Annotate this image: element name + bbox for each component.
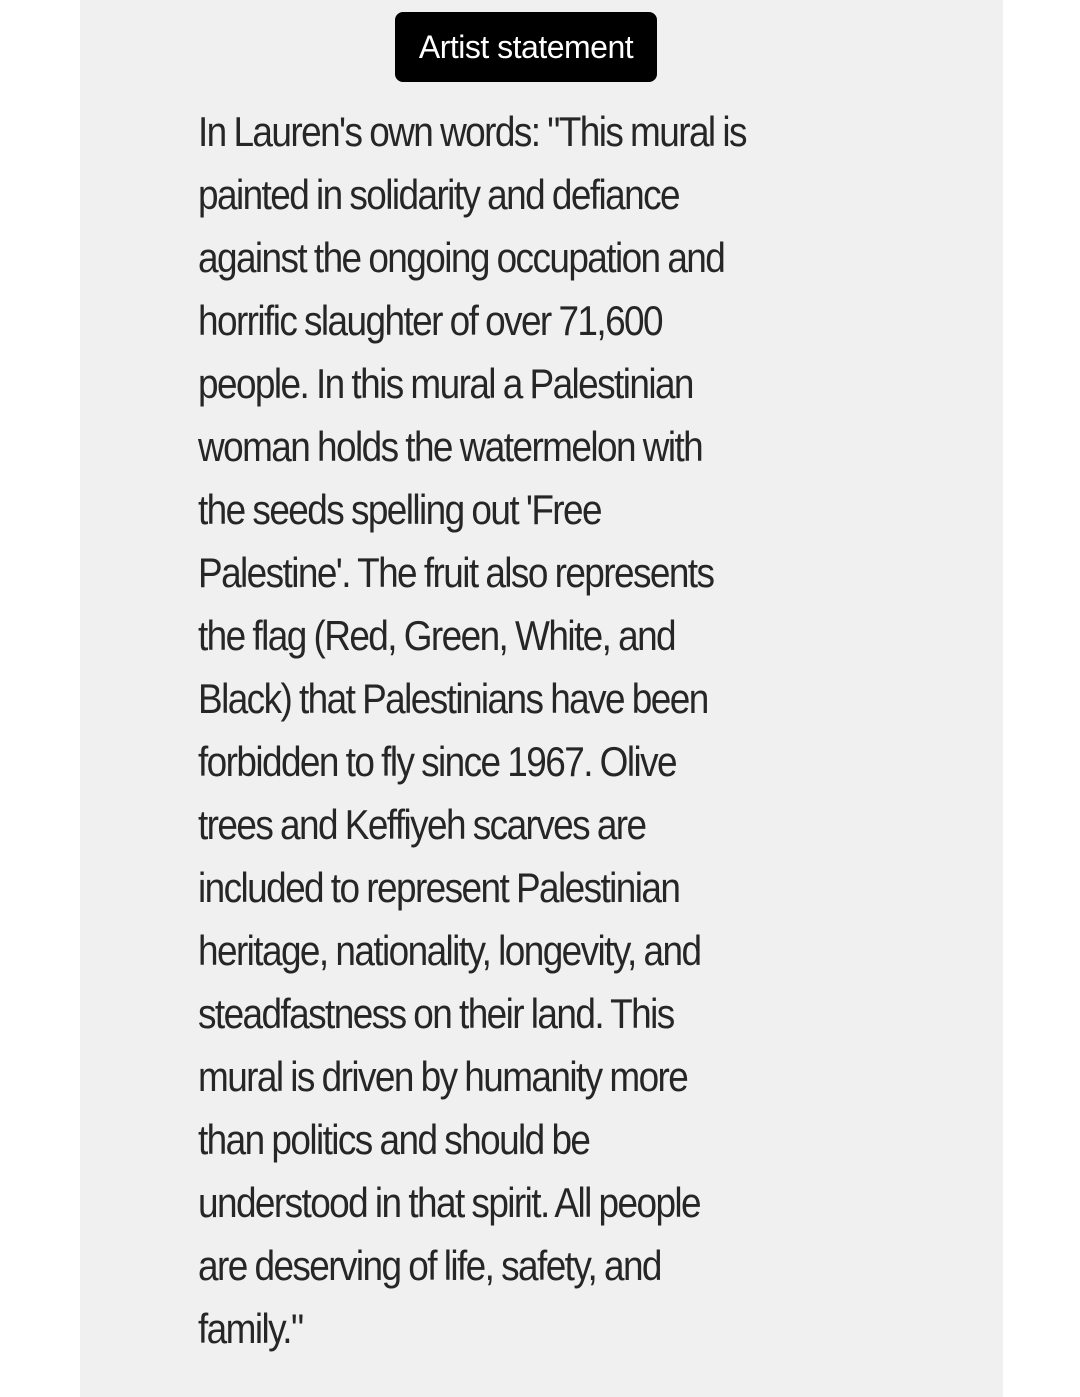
statement-line: family." — [198, 1305, 303, 1352]
statement-line: woman holds the watermelon with — [198, 423, 703, 470]
statement-line: included to represent Palestinian — [198, 864, 680, 911]
statement-line: In Lauren's own words: "This mural is — [198, 108, 746, 155]
statement-line: are deserving of life, safety, and — [198, 1242, 661, 1289]
statement-line: Palestine'. The fruit also represents — [198, 549, 714, 596]
statement-line: understood in that spirit. All people — [198, 1179, 701, 1226]
statement-line: the flag (Red, Green, White, and — [198, 612, 676, 659]
statement-line: horrific slaughter of over 71,600 — [198, 297, 663, 344]
artist-statement-label: Artist statement — [395, 12, 657, 82]
statement-line: than politics and should be — [198, 1116, 590, 1163]
statement-line: heritage, nationality, longevity, and — [198, 927, 701, 974]
statement-line: painted in solidarity and defiance — [198, 171, 679, 218]
statement-line: trees and Keffiyeh scarves are — [198, 801, 646, 848]
statement-text — [198, 100, 814, 1360]
statement-line: people. In this mural a Palestinian — [198, 360, 693, 407]
statement-line: against the ongoing occupation and — [198, 234, 725, 281]
statement-line: forbidden to fly since 1967. Olive — [198, 738, 676, 785]
statement-line: steadfastness on their land. This — [198, 990, 674, 1037]
statement-line: the seeds spelling out 'Free — [198, 486, 601, 533]
statement-line: mural is driven by humanity more — [198, 1053, 688, 1100]
statement-line: Black) that Palestinians have been — [198, 675, 708, 722]
